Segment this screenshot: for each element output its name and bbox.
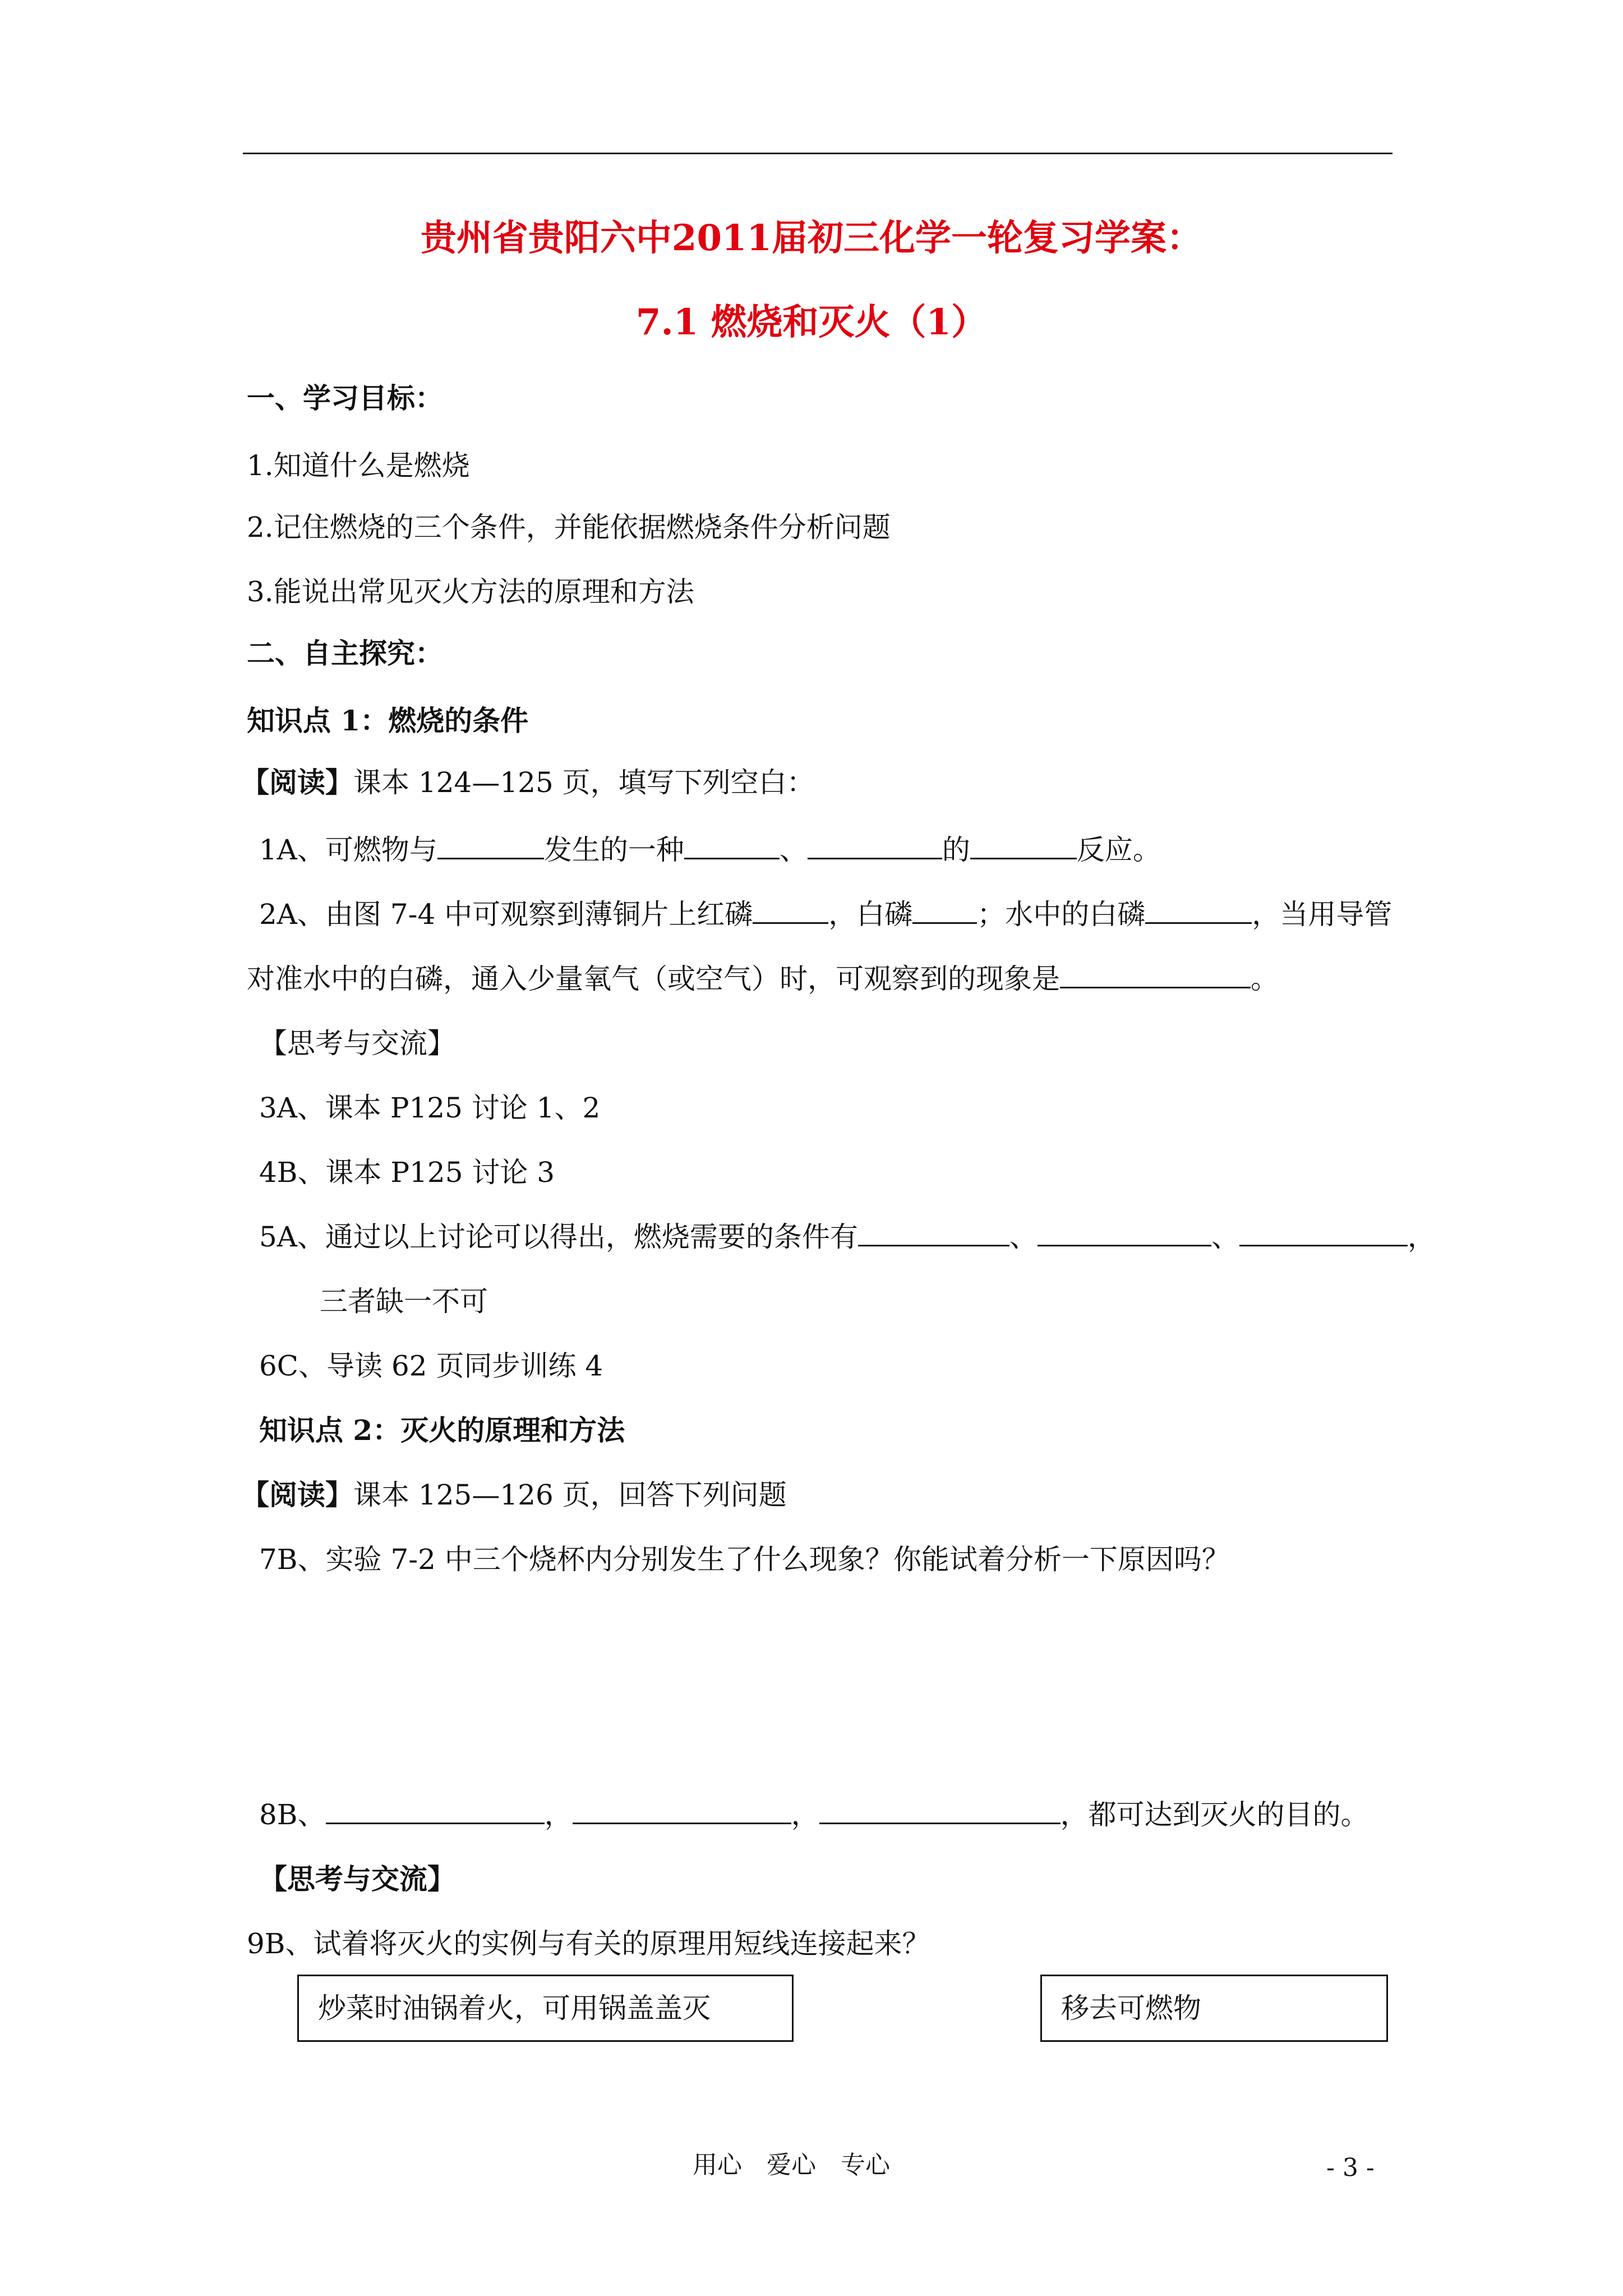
goal-item: 1.知道什么是燃烧 bbox=[247, 449, 470, 482]
kp2-title: 知识点 2：灭火的原理和方法 bbox=[259, 1414, 625, 1447]
section1-heading: 一、学习目标： bbox=[247, 381, 443, 415]
question-2a: 2A、由图 7-4 中可观察到薄铜片上红磷 ，白磷 ；水中的白磷 ，当用导管 bbox=[259, 895, 1392, 934]
fill-blank[interactable] bbox=[808, 831, 942, 859]
fill-blank[interactable] bbox=[684, 831, 780, 859]
footer-motto: 用心 爱心 专心 bbox=[693, 2151, 890, 2179]
fill-blank[interactable] bbox=[1038, 1218, 1211, 1246]
page-number: - 3 - bbox=[1326, 2154, 1375, 2182]
question-9b: 9B、试着将灭火的实例与有关的原理用短线连接起来？ bbox=[247, 1927, 930, 1960]
question-1a: 1A、可燃物与 发生的一种 、 的 反应。 bbox=[259, 830, 1161, 869]
kp1-title: 知识点 1：燃烧的条件 bbox=[247, 704, 529, 737]
match-box-example[interactable]: 炒菜时油锅着火，可用锅盖盖灭 bbox=[297, 1975, 794, 2042]
fill-blank[interactable] bbox=[1239, 1218, 1408, 1246]
section2-heading: 二、自主探究： bbox=[247, 637, 443, 670]
question-2a-line2: 对准水中的白磷，通入少量氧气（或空气）时，可观察到的现象是 。 bbox=[247, 959, 1279, 999]
goal-item: 2.记住燃烧的三个条件，并能依据燃烧条件分析问题 bbox=[247, 511, 891, 544]
question-5a: 5A、通过以上讨论可以得出，燃烧需要的条件有 、 、 ， bbox=[259, 1217, 1436, 1257]
fill-blank[interactable] bbox=[573, 1796, 791, 1824]
title-line-1: 贵州省贵阳六中2011届初三化学一轮复习学案： bbox=[420, 217, 1203, 259]
fill-blank[interactable] bbox=[1060, 960, 1251, 988]
fill-blank[interactable] bbox=[437, 831, 544, 859]
kp1-read: 【阅读】课本 124—125 页，填写下列空白： bbox=[241, 766, 815, 799]
question-8b: 8B、 ， ， ，都可达到灭火的目的。 bbox=[259, 1795, 1369, 1834]
header-rule bbox=[243, 153, 1393, 154]
think-heading: 【思考与交流】 bbox=[259, 1027, 455, 1060]
fill-blank[interactable] bbox=[1145, 895, 1252, 924]
match-box-principle[interactable]: 移去可燃物 bbox=[1040, 1975, 1388, 2042]
kp2-read: 【阅读】课本 125—126 页，回答下列问题 bbox=[241, 1478, 787, 1511]
fill-blank[interactable] bbox=[912, 895, 977, 924]
fill-blank[interactable] bbox=[819, 1796, 1061, 1824]
fill-blank[interactable] bbox=[858, 1218, 1009, 1246]
question-7b: 7B、实验 7-2 中三个烧杯内分别发生了什么现象？你能试着分析一下原因吗？ bbox=[259, 1543, 1230, 1576]
question-4b: 4B、课本 P125 讨论 3 bbox=[259, 1156, 555, 1189]
question-5a-line2: 三者缺一不可 bbox=[320, 1285, 488, 1318]
fill-blank[interactable] bbox=[753, 895, 828, 924]
fill-blank[interactable] bbox=[970, 831, 1077, 859]
goal-item: 3.能说出常见灭火方法的原理和方法 bbox=[247, 576, 694, 608]
question-3a: 3A、课本 P125 讨论 1、2 bbox=[259, 1092, 601, 1124]
think-heading: 【思考与交流】 bbox=[259, 1862, 455, 1895]
question-6c: 6C、导读 62 页同步训练 4 bbox=[259, 1350, 603, 1382]
fill-blank[interactable] bbox=[326, 1796, 545, 1824]
title-line-2: 7.1 燃烧和灭火（1） bbox=[635, 301, 988, 343]
